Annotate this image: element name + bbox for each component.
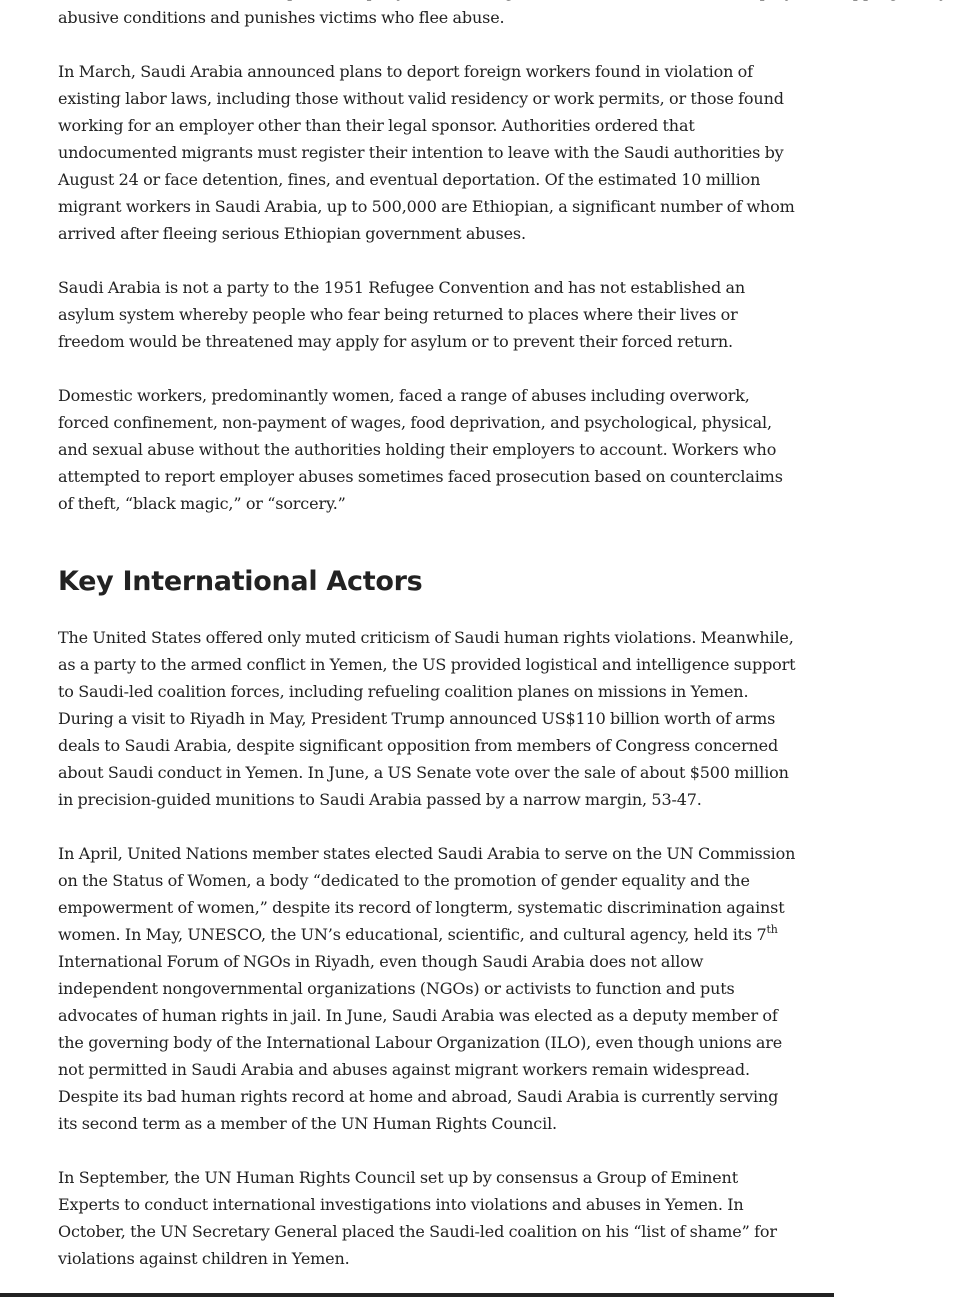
paragraph-domestic-workers: Domestic workers, predominantly women, faced a range of abuses including overwork, forced confinement, non-payment of wages, food deprivation, and psychological, physical, and sexual abuse without the authorities holding their employers to account. Workers who attempted to report employer abuses sometimes faced prosecution based on counterclaims of theft, “black magic,” or “sorcery.”	[58, 386, 783, 513]
paragraph-deportation: In March, Saudi Arabia announced plans to deport foreign workers found in violation of existing labor laws, including those without valid residency or work permits, or those found working for an employer other than their legal sponsor. Authorities ordered that undocumented migrants must register their intention to leave with the Saudi authorities by August 24 or face detention, fines, and eventual deportation. Of the estimated 10 million migrant workers in Saudi Arabia, up to 500,000 are Ethiopian, a significant number of whom arrived after fleeing serious Ethiopian government abuses.	[58, 62, 795, 243]
article-body	[58, 0, 798, 1299]
un-text-start: In April, United Nations member states elected Saudi Arabia to serve on the UN Commission on the Status of Women, a body “dedicated to the promotion of gender equality and the empowerment of women,” despite its record of longterm, systematic discrimination against women. In May, UNESCO, the UN’s educational, scientific, and cultural agency, held its 7	[58, 844, 796, 944]
section-heading: Key International Actors	[58, 566, 423, 597]
un-text-end: International Forum of NGOs in Riyadh, even though Saudi Arabia does not allow independent nongovernmental organizations (NGOs) or activists to function and puts advocates of human rights in jail. In June, Saudi Arabia was elected as a deputy member of the governing body of the International Labour Organization (ILO), even though unions are not permitted in Saudi Arabia and abuses against migrant workers remain widespread. Despite its bad human rights record at home and abroad, Saudi Arabia is currently serving its second term as a member of the UN Human Rights Council.	[58, 952, 783, 1133]
paragraph-united-states: The United States offered only muted criticism of Saudi human rights violations. Meanwhile, as a party to the armed conflict in Yemen, the US provided logistical and intelligence support to Saudi-led coalition forces, including refueling coalition planes on missions in Yemen. During a visit to Riyadh in May, President Trump announced US$110 billion worth of arms deals to Saudi Arabia, despite significant opposition from members of Congress concerned about Saudi conduct in Yemen. In June, a US Senate vote over the sale of about $500 million in precision-guided munitions to Saudi Arabia passed by a narrow margin, 53-47.	[58, 628, 796, 809]
paragraph-human-rights-council: In September, the UN Human Rights Council set up by consensus a Group of Eminent Experts to conduct international investigations into violations and abuses in Yemen. In October, the UN Secretary General placed the Saudi-led coalition on his “list of shame” for violations against children in Yemen.	[58, 1168, 777, 1268]
paragraph-abusive-conditions: abusive conditions and punishes victims who flee abuse.	[58, 8, 505, 27]
paragraph-refugee-convention: Saudi Arabia is not a party to the 1951 Refugee Convention and has not established an asylum system whereby people who fear being returned to places where their lives or freedom would be threatened may apply for asylum or to prevent their forced return.	[58, 278, 746, 351]
paragraph-united-nations	[58, 840, 798, 1137]
clipped-text-line	[58, 0, 798, 2]
clipped-text	[58, 0, 969, 1]
ordinal-suffix: th	[766, 923, 778, 936]
page-bottom-bar	[0, 1293, 834, 1297]
